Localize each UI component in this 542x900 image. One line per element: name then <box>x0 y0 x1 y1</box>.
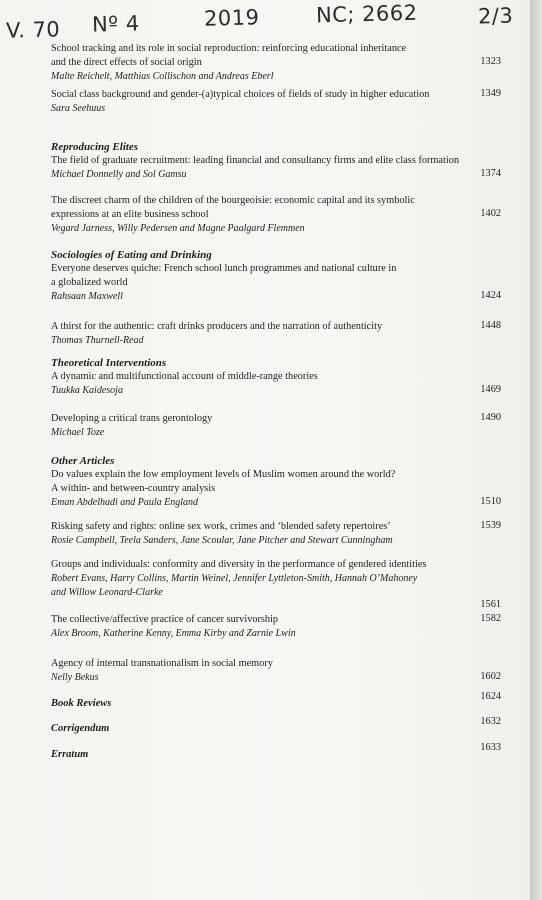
article-authors: Eman Abdelhadi and Paula England <box>51 496 199 508</box>
article-title-line: The field of graduate recruitment: leading financial and consultancy firms and elite class formation <box>51 155 460 166</box>
page-number: 1602 <box>480 670 501 682</box>
toc-entry <box>51 42 521 83</box>
handwritten-number: Nº 4 <box>91 11 140 37</box>
page-number: 1539 <box>480 520 501 531</box>
handwritten-volume: V. 70 <box>5 17 61 43</box>
handwritten-nc: NC; 2662 <box>315 0 418 28</box>
section-heading: Sociologies of Eating and Drinking <box>51 249 212 261</box>
page-number: 1323 <box>480 55 501 67</box>
article-title-line: Social class background and gender-(a)typical choices of fields of study in higher education <box>51 89 430 100</box>
article-authors: Rahsaan Maxwell <box>51 290 123 302</box>
article-authors: Michael Toze <box>51 426 105 438</box>
article-title-line: Developing a critical trans gerontology <box>51 413 213 424</box>
section-heading: Book Reviews <box>51 698 112 709</box>
toc-entry <box>51 657 521 685</box>
toc-entry <box>51 412 521 440</box>
section-heading: Reproducing Elites <box>51 141 139 153</box>
handwritten-fraction: 2/3 <box>477 3 514 29</box>
toc-entry <box>51 248 521 303</box>
page-number: 1374 <box>480 167 501 179</box>
page-number: 1510 <box>480 495 501 507</box>
article-title-line: A thirst for the authentic: craft drinks producers and the narration of authenticity <box>51 321 383 332</box>
toc-entry <box>51 693 521 711</box>
page-number: 1561 <box>480 599 501 611</box>
article-title-line: Do values explain the low employment levels of Muslim women around the world? <box>51 469 396 480</box>
toc-entry <box>51 613 521 641</box>
toc-entry <box>51 88 521 116</box>
article-title-line: A dynamic and multifunctional account of middle-range theories <box>51 371 318 382</box>
page-number: 1349 <box>480 88 501 99</box>
page-number: 1624 <box>480 691 501 702</box>
section-heading: Corrigendum <box>51 723 110 734</box>
toc-entry <box>51 744 521 762</box>
page-number: 1424 <box>480 289 501 301</box>
article-title-line: expressions at an elite business school <box>51 208 209 220</box>
page-number: 1633 <box>480 742 501 753</box>
toc-entry <box>51 558 521 611</box>
toc-entry <box>51 718 521 736</box>
toc-entry <box>51 140 521 182</box>
article-title-line: Agency of internal transnationalism in social memory <box>51 658 273 669</box>
article-authors: and Willow Leonard-Clarke <box>51 586 163 598</box>
section-heading: Theoretical Interventions <box>51 357 167 369</box>
page-edge-shadow <box>530 0 542 900</box>
article-authors: Nelly Bekus <box>51 671 99 683</box>
article-authors: Rosie Campbell, Teela Sanders, Jane Scoular, Jane Pitcher and Stewart Cunningham <box>51 534 393 546</box>
section-heading: Erratum <box>51 749 89 760</box>
article-authors: Vegard Jarness, Willy Pedersen and Magne Paalgard Flemmen <box>51 222 305 234</box>
toc-entry <box>51 454 521 509</box>
toc-entry <box>51 320 521 348</box>
article-authors: Alex Broom, Katherine Kenny, Emma Kirby and Zarnie Lwin <box>51 627 296 639</box>
page-number: 1402 <box>480 207 501 219</box>
article-title-line: and the direct effects of social origin <box>51 56 202 68</box>
article-title-line: School tracking and its role in social reproduction: reinforcing educational inheritance <box>51 43 407 54</box>
page-number: 1490 <box>480 412 501 423</box>
page-number: 1469 <box>480 383 501 395</box>
article-authors: Malte Reichelt, Matthias Collischon and Andreas Eberl <box>51 70 274 82</box>
article-title-line: The collective/affective practice of cancer survivorship <box>51 614 279 625</box>
article-authors: Robert Evans, Harry Collins, Martin Weinel, Jennifer Lyttleton-Smith, Hannah O’Mahoney <box>51 572 418 584</box>
article-title-line: Risking safety and rights: online sex work, crimes and ‘blended safety repertoires’ <box>51 521 391 532</box>
article-authors: Thomas Thurnell-Read <box>51 334 144 346</box>
toc-entry <box>51 520 521 548</box>
page-number: 1448 <box>480 320 501 331</box>
article-authors: Michael Donnelly and Sol Gamsu <box>51 168 187 180</box>
toc-entry <box>51 194 521 235</box>
toc-entry <box>51 356 521 398</box>
article-authors: Tuukka Kaidesoja <box>51 384 123 396</box>
article-title-line: A within- and between-country analysis <box>51 482 216 494</box>
handwritten-year: 2019 <box>203 5 260 31</box>
article-title-line: Everyone deserves quiche: French school lunch programmes and national culture in <box>51 263 397 274</box>
page-number: 1582 <box>480 613 501 624</box>
page-number: 1632 <box>480 716 501 727</box>
article-title-line: The discreet charm of the children of the bourgeoisie: economic capital and its symbolic <box>51 195 415 206</box>
article-title-line: Groups and individuals: conformity and diversity in the performance of gendered identities <box>51 559 427 570</box>
article-authors: Sara Seehuus <box>51 102 106 114</box>
section-heading: Other Articles <box>51 455 115 467</box>
article-title-line: a globalized world <box>51 276 128 288</box>
